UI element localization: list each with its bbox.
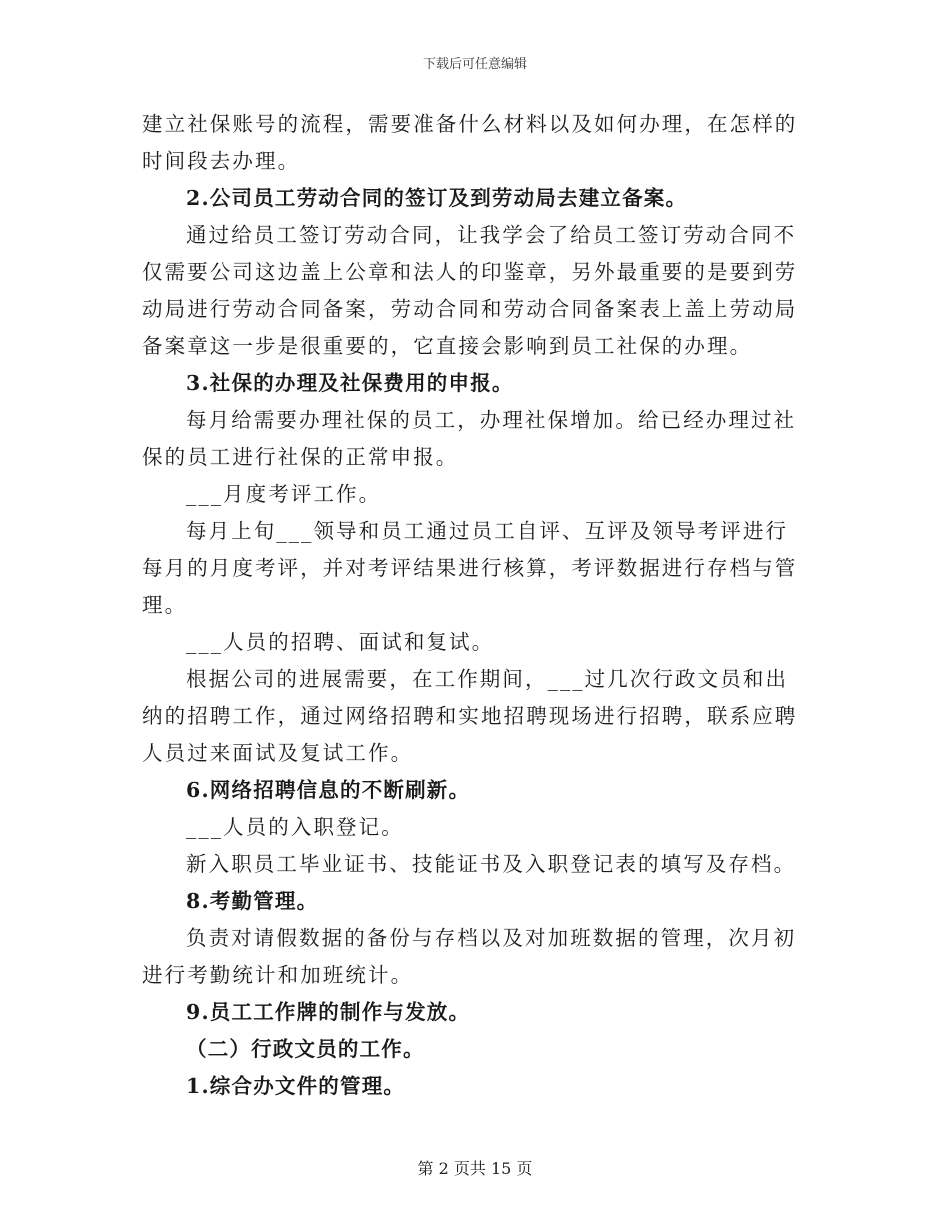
section-heading: 9.员工工作牌的制作与发放。 <box>186 1000 471 1024</box>
section-heading: 2.公司员工劳动合同的签订及到劳动局去建立备案。 <box>186 186 688 210</box>
document-body <box>142 106 810 1105</box>
section-heading: （二）行政文员的工作。 <box>186 1037 425 1061</box>
paragraph: 负责对请假数据的备份与存档以及对加班数据的管理，次月初进行考勤统计和加班统计。 <box>142 926 797 987</box>
paragraph: 根据公司的进展需要，在工作期间，___过几次行政文员和出纳的招聘工作，通过网络招聘和实地招聘现场进行招聘，联系应聘人员过来面试及复试工作。 <box>142 667 798 765</box>
section-heading: 1.综合办文件的管理。 <box>186 1074 406 1098</box>
paragraph: ___人员的招聘、面试和复试。 <box>186 630 495 654</box>
section-heading: 3.社保的办理及社保费用的申报。 <box>186 371 514 395</box>
paragraph: 每月上旬___领导和员工通过员工自评、互评及领导考评进行每月的月度考评，并对考评结果进行核算，考评数据进行存档与管理。 <box>142 519 798 617</box>
page-header: 下载后可任意编辑 <box>422 57 527 72</box>
page-footer: 第 2 页共 15 页 <box>417 1159 533 1178</box>
paragraph: 通过给员工签订劳动合同，让我学会了给员工签订劳动合同不仅需要公司这边盖上公章和法人的印鉴章，另外最重要的是要到劳动局进行劳动合同备案，劳动合同和劳动合同备案表上盖上劳动局备案章这一步是很重要的，它直接会影响到员工社保的办理。 <box>142 223 798 358</box>
paragraph: ___人员的入职登记。 <box>186 815 404 839</box>
section-heading: 6.网络招聘信息的不断刷新。 <box>186 778 471 802</box>
paragraph: 每月给需要办理社保的员工，办理社保增加。给已经办理过社保的员工进行社保的正常申报。 <box>142 408 797 469</box>
paragraph: 建立社保账号的流程，需要准备什么材料以及如何办理，在怎样的时间段去办理。 <box>142 112 798 173</box>
paragraph: 新入职员工毕业证书、技能证书及入职登记表的填写及存档。 <box>186 852 797 876</box>
section-heading: 8.考勤管理。 <box>186 889 319 913</box>
paragraph: ___月度考评工作。 <box>186 482 382 506</box>
